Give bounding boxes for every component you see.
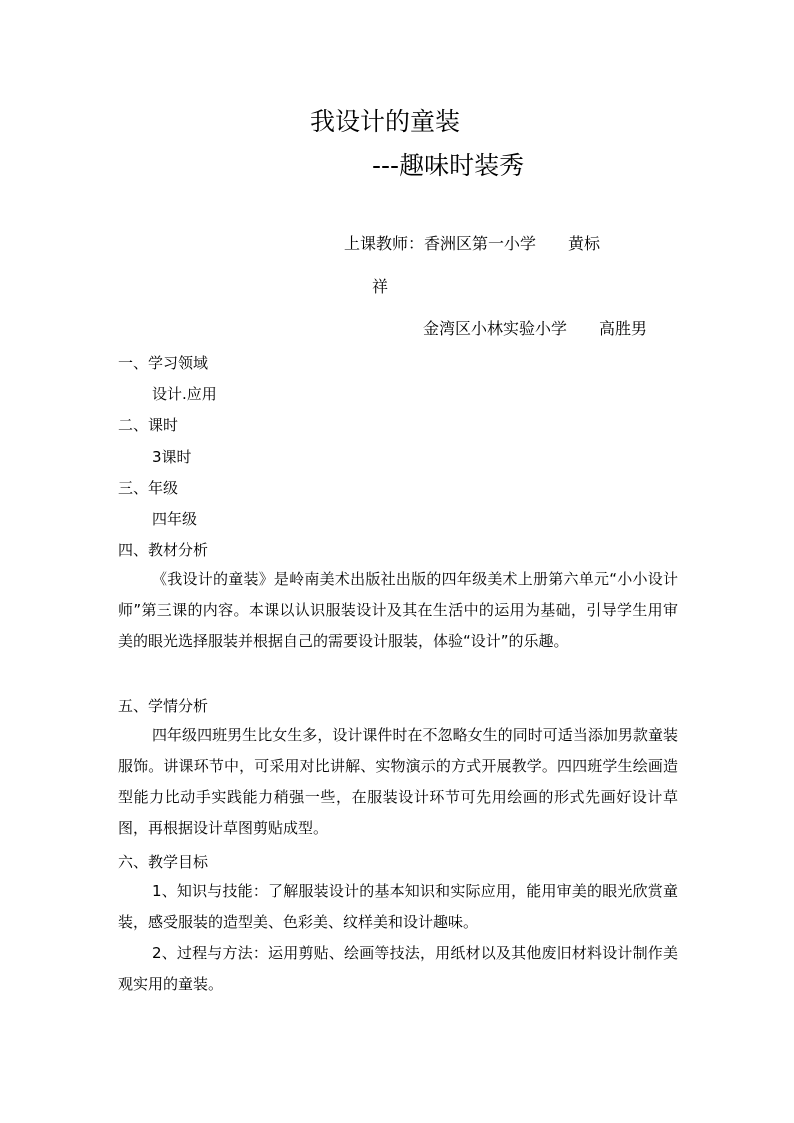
section-body: 3课时 — [152, 448, 192, 466]
section-paragraph: 四年级四班男生比女生多，设计课件时在不忽略女生的同时可适当添加男款童装服饰。讲课环节中，可采用对比讲解、实物演示的方式开展教学。四四班学生绘画造型能力比动手实践能力稍强一些，在服装设计环节可先用绘画的形式先画好设计草图，再根据设计草图剪贴成型。 — [118, 726, 678, 837]
teacher-line-1-wrap: 祥 — [372, 277, 389, 296]
section-heading: 五、学情分析 — [118, 697, 209, 715]
goal-paragraph: 2、过程与方法：运用剪贴、绘画等技法，用纸材以及其他废旧材料设计制作美观实用的童装。 — [118, 944, 678, 993]
section-body: 设计.应用 — [152, 385, 217, 403]
teacher-line-2: 金湾区小林实验小学 高胜男 — [423, 319, 648, 338]
section-heading: 三、年级 — [118, 479, 179, 497]
title-main: 我设计的童装 — [310, 107, 461, 136]
section-paragraph: 《我设计的童装》是岭南美术出版社出版的四年级美术上册第六单元“小小设计师”第三课的内容。本课以认识服装设计及其在生活中的运用为基础，引导学生用审美的眼光选择服装并根据自己的需要设计服装，体验“设计”的乐趣。 — [118, 570, 678, 650]
section-body: 四年级 — [152, 510, 198, 528]
teacher-line-1: 上课教师：香洲区第一小学 黄标 — [344, 234, 601, 253]
goal-paragraph: 1、知识与技能：了解服装设计的基本知识和实际应用，能用审美的眼光欣赏童装，感受服装的造型美、色彩美、纹样美和设计趣味。 — [118, 882, 678, 931]
section-heading: 四、教材分析 — [118, 541, 209, 559]
section-heading: 一、学习领域 — [118, 354, 209, 372]
section-heading: 二、课时 — [118, 416, 179, 434]
section-heading: 六、教学目标 — [118, 853, 209, 871]
title-subtitle: ---趣味时装秀 — [372, 151, 525, 180]
